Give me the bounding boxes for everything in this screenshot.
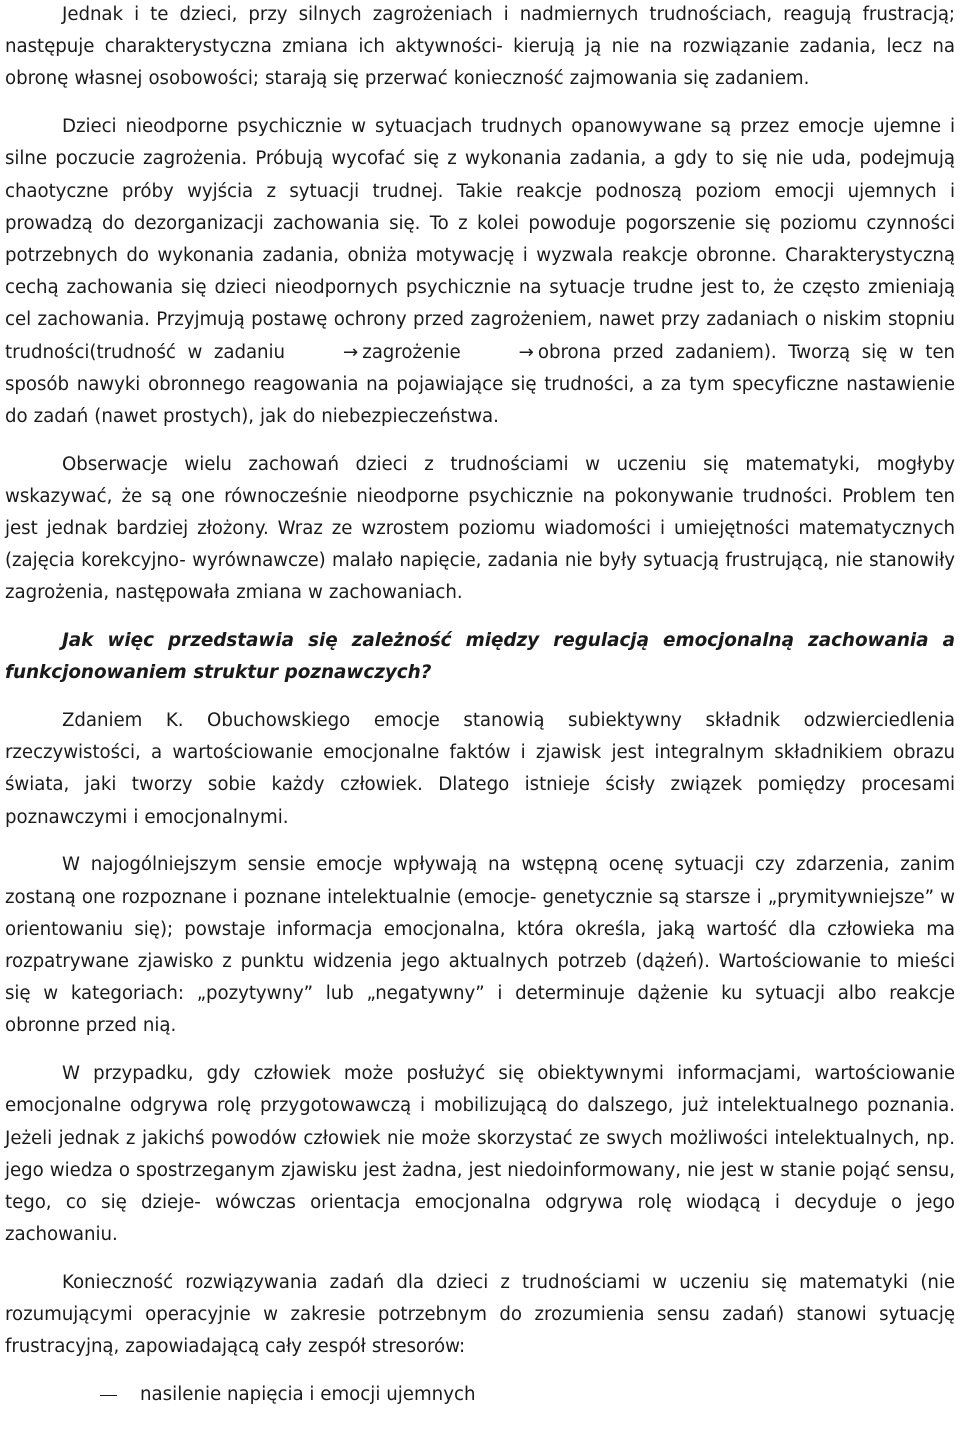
paragraph: Obserwacje wielu zachowań dzieci z trudnościami w uczeniu się matematyki, mogłyby wskazywać, że są one równocześnie nieodporne psychicznie na pokonywanie trudności. Problem ten jest jednak bardziej złożony. Wraz ze wzrostem poziomu wiadomości i umiejętności matematycznych (zajęcia korekcyjno- wyrównawcze) malało napięcie, zadania nie były sytuacją frustrującą, nie stanowiły zagrożenia, następowała zmiana w zachowaniach. <box>5 453 955 604</box>
arrow-icon: → <box>343 341 359 363</box>
paragraph-text: obrona przed zadaniem). Tworzą się w ten sposób nawyki obronnego reagowania na pojawiające się trudności, a za tym specyficzne nastawienie do zadań (nawet prostych), jak do niebezpieczeństwa. <box>5 341 955 427</box>
paragraph-text: Dzieci nieodporne psychicznie w sytuacjach trudnych opanowywane są przez emocje ujemne i silne poczucie zagrożenia. Próbują wycofać się z wykonania zadania, a gdy to się nie uda, podejmują chaotyczne próby wyjścia z sytuacji trudnej. Takie reakcje podnoszą poziom emocji ujemnych i prowadzą do dezorganizacji zachowania się. To z kolei powoduje pogorszenie się poziomu czynności potrzebnych do wykonania zadania, obniża motywację i wyzwala reakcje obronne. Charakterystyczną cechą zachowania się dzieci nieodpornych psychicznie na sytuacje trudne jest to, że często zmieniają cel zachowania. Przyjmują postawę ochrony przed zagrożeniem, nawet przy zadaniach o niskim stopniu trudności(trudność w zadaniu <box>5 116 955 363</box>
paragraph <box>5 111 955 433</box>
dash-bullet-icon <box>100 1395 117 1397</box>
paragraph-text: zagrożenie <box>362 341 461 363</box>
stressor-list <box>5 1379 955 1411</box>
document-page <box>5 0 955 1411</box>
paragraph: Zdaniem K. Obuchowskiego emocje stanowią subiektywny składnik odzwierciedlenia rzeczywistości, a wartościowanie emocjonalne faktów i zjawisk jest integralnym składnikiem obrazu świata, jaki tworzy sobie każdy człowiek. Dlatego istnieje ścisły związek pomiędzy procesami poznawczymi i emocjonalnymi. <box>5 710 955 828</box>
question-heading: Jak więc przedstawia się zależność między regulacją emocjonalną zachowania a funkcjonowaniem struktur poznawczych? <box>5 630 955 684</box>
arrow-icon: → <box>518 341 534 363</box>
paragraph: Konieczność rozwiązywania zadań dla dzieci z trudnościami w uczeniu się matematyki (nie rozumującymi operacyjnie w zakresie potrzebnym do zrozumienia sensu zadań) stanowi sytuację frustracyjną, zapowiadającą cały zespół stresorów: <box>5 1271 955 1358</box>
paragraph: Jednak i te dzieci, przy silnych zagrożeniach i nadmiernych trudnościach, reagują frustracją; następuje charakterystyczna zmiana ich aktywności- kierują ją nie na rozwiązanie zadania, lecz na obronę własnej osobowości; starają się przerwać konieczność zajmowania się zadaniem. <box>5 4 955 90</box>
paragraph: W najogólniejszym sensie emocje wpływają na wstępną ocenę sytuacji czy zdarzenia, zanim zostaną one rozpoznane i poznane intelektualnie (emocje- genetycznie są starsze i „prymitywniejsze” w orientowaniu się); powstaje informacja emocjonalna, która określa, jaką wartość dla człowieka ma rozpatrywane zjawisko z punktu widzenia jego aktualnych potrzeb (dążeń). Wartościowanie to mieści się w kategoriach: „pozytywny” lub „negatywny” i determinuje dążenie ku sytuacji albo reakcje obronne przed nią. <box>5 854 955 1037</box>
list-item: nasilenie napięcia i emocji ujemnych <box>5 1379 955 1411</box>
paragraph: W przypadku, gdy człowiek może posłużyć się obiektywnymi informacjami, wartościowanie emocjonalne odgrywa rolę przygotowawczą i mobilizującą do dalszego, już intelektualnego poznania. Jeżeli jednak z jakichś powodów człowiek nie może skorzystać ze swych możliwości intelektualnych, np. jego wiedza o spostrzeganym zjawisku jest żadna, jest niedoinformowany, nie jest w stanie pojąć sensu, tego, co się dzieje- wówczas orientacja emocjonalna odgrywa rolę wiodącą i decyduje o jego zachowaniu. <box>5 1063 955 1246</box>
